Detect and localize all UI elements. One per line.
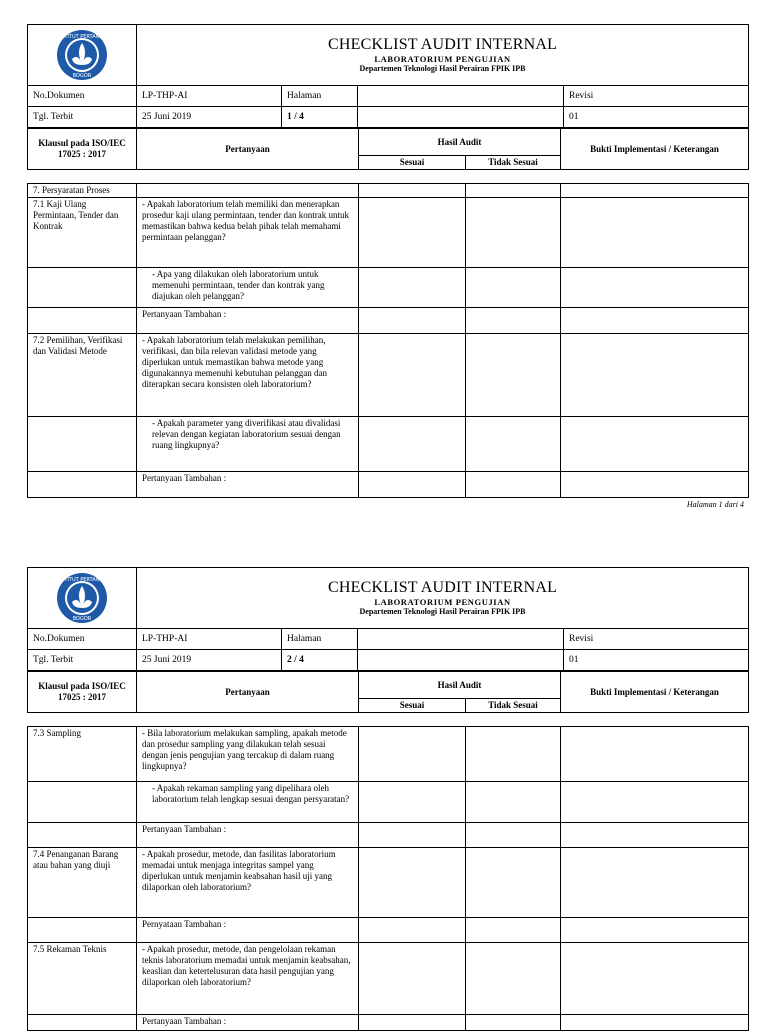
klausul-cell: 7.4 Penanganan Barang atau bahan yang diuji bbox=[28, 848, 137, 918]
sesuai-cell[interactable] bbox=[359, 782, 466, 823]
pertanyaan-cell: - Apakah rekaman sampling yang dipelihara oleh laboratorium telah lengkap sesuai dengan persyaratan? bbox=[137, 782, 359, 823]
table-row bbox=[28, 1015, 749, 1031]
bukti-cell[interactable] bbox=[561, 782, 749, 823]
tidak-sesuai-cell[interactable] bbox=[466, 1015, 561, 1031]
bukti-cell[interactable] bbox=[561, 417, 749, 472]
klausul-header: Klausul pada ISO/IEC 17025 : 2017 bbox=[28, 672, 137, 713]
tidak-sesuai-header: Tidak Sesuai bbox=[466, 699, 561, 713]
table-row bbox=[28, 334, 749, 417]
tidak-sesuai-cell[interactable] bbox=[466, 198, 561, 268]
revisi-label: Revisi bbox=[564, 86, 749, 107]
revisi-value: 01 bbox=[564, 650, 749, 671]
sesuai-cell[interactable] bbox=[359, 308, 466, 334]
sesuai-cell[interactable] bbox=[359, 184, 466, 198]
page-number: 1 / 4 bbox=[282, 107, 358, 128]
hasil-audit-header: Hasil Audit bbox=[359, 672, 561, 699]
tgl-terbit-label: Tgl. Terbit bbox=[28, 107, 137, 128]
tgl-terbit-value: 25 Juni 2019 bbox=[137, 107, 282, 128]
bukti-cell[interactable] bbox=[561, 943, 749, 1015]
no-dokumen-value: LP-THP-AI bbox=[137, 629, 282, 650]
sesuai-cell[interactable] bbox=[359, 1015, 466, 1031]
pertanyaan-cell: - Apa yang dilakukan oleh laboratorium untuk memenuhi permintaan, tender dan kontrak yang diajukan oleh pelanggan? bbox=[137, 268, 359, 308]
no-dokumen-label: No.Dokumen bbox=[28, 629, 137, 650]
klausul-cell bbox=[28, 918, 137, 943]
pertanyaan-tambahan-cell[interactable]: Pertanyaan Tambahan : bbox=[137, 1015, 359, 1031]
sesuai-header: Sesuai bbox=[359, 699, 466, 713]
ipb-logo-icon bbox=[28, 572, 136, 624]
halaman-label: Halaman bbox=[282, 629, 358, 650]
document-header-2 bbox=[27, 567, 749, 671]
tidak-sesuai-cell[interactable] bbox=[466, 308, 561, 334]
logo-cell bbox=[28, 568, 137, 629]
page-footer: Halaman 1 dari 4 bbox=[686, 500, 744, 509]
klausul-cell: 7.1 Kaji Ulang Permintaan, Tender dan Kontrak bbox=[28, 198, 137, 268]
department-name: Departemen Teknologi Hasil Perairan FPIK IPB bbox=[359, 607, 526, 616]
empty-cell bbox=[358, 107, 564, 128]
tidak-sesuai-cell[interactable] bbox=[466, 472, 561, 498]
klausul-cell bbox=[28, 308, 137, 334]
pertanyaan-tambahan-cell[interactable]: Pertanyaan Tambahan : bbox=[137, 472, 359, 498]
klausul-cell bbox=[28, 1015, 137, 1031]
page-number: 2 / 4 bbox=[282, 650, 358, 671]
klausul-cell bbox=[28, 417, 137, 472]
klausul-cell: 7.5 Rekaman Teknis bbox=[28, 943, 137, 1015]
empty-cell bbox=[358, 629, 564, 650]
bukti-cell[interactable] bbox=[561, 823, 749, 848]
sesuai-cell[interactable] bbox=[359, 727, 466, 782]
tidak-sesuai-cell[interactable] bbox=[466, 268, 561, 308]
tidak-sesuai-cell[interactable] bbox=[466, 848, 561, 918]
checklist-table-2 bbox=[27, 726, 749, 1031]
no-dokumen-value: LP-THP-AI bbox=[137, 86, 282, 107]
lab-name: LABORATORIUM PENGUJIAN bbox=[374, 597, 511, 607]
table-row bbox=[28, 198, 749, 268]
table-row bbox=[28, 848, 749, 918]
section-row bbox=[28, 184, 749, 198]
halaman-label: Halaman bbox=[282, 86, 358, 107]
bukti-cell[interactable] bbox=[561, 308, 749, 334]
table-row bbox=[28, 943, 749, 1015]
pertanyaan-tambahan-cell[interactable]: Pertanyaan Tambahan : bbox=[137, 823, 359, 848]
klausul-cell bbox=[28, 268, 137, 308]
bukti-cell[interactable] bbox=[561, 918, 749, 943]
bukti-cell[interactable] bbox=[561, 198, 749, 268]
department-name: Departemen Teknologi Hasil Perairan FPIK IPB bbox=[359, 64, 526, 73]
sesuai-cell[interactable] bbox=[359, 472, 466, 498]
bukti-cell[interactable] bbox=[561, 472, 749, 498]
hasil-audit-header: Hasil Audit bbox=[359, 129, 561, 156]
bukti-cell[interactable] bbox=[561, 848, 749, 918]
bukti-cell[interactable] bbox=[561, 727, 749, 782]
empty-cell bbox=[358, 86, 564, 107]
pertanyaan-tambahan-cell[interactable]: Pertanyaan Tambahan : bbox=[137, 308, 359, 334]
klausul-cell bbox=[28, 782, 137, 823]
table-row bbox=[28, 727, 749, 782]
checklist-table-1 bbox=[27, 183, 749, 498]
klausul-cell: 7.3 Sampling bbox=[28, 727, 137, 782]
table-row bbox=[28, 472, 749, 498]
pertanyaan-cell: - Apakah prosedur, metode, dan pengelolaan rekaman teknis laboratorium memadai untuk menjamin keabsahan, keaslian dan ketertelusuran data hasil pengujian yang dilaporkan oleh laboratorium? bbox=[137, 943, 359, 1015]
tidak-sesuai-cell[interactable] bbox=[466, 334, 561, 417]
table-row bbox=[28, 918, 749, 943]
pertanyaan-cell: - Apakah prosedur, metode, dan fasilitas laboratorium memadai untuk menjaga integritas sampel yang diperlukan untuk menjamin keabsahan hasil uji yang dilaporkan oleh laboratorium? bbox=[137, 848, 359, 918]
document-header-1 bbox=[27, 24, 749, 128]
svg-text:BOGOR: BOGOR bbox=[72, 73, 92, 79]
sesuai-cell[interactable] bbox=[359, 198, 466, 268]
klausul-cell bbox=[28, 823, 137, 848]
no-dokumen-label: No.Dokumen bbox=[28, 86, 137, 107]
revisi-value: 01 bbox=[564, 107, 749, 128]
table-row bbox=[28, 782, 749, 823]
tidak-sesuai-cell[interactable] bbox=[466, 782, 561, 823]
klausul-header: Klausul pada ISO/IEC 17025 : 2017 bbox=[28, 129, 137, 170]
bukti-cell[interactable] bbox=[561, 184, 749, 198]
lab-name: LABORATORIUM PENGUJIAN bbox=[374, 54, 511, 64]
title-cell bbox=[137, 568, 749, 629]
section-label: 7. Persyaratan Proses bbox=[28, 184, 137, 198]
pertanyaan-tambahan-cell[interactable]: Pernyataan Tambahan : bbox=[137, 918, 359, 943]
svg-text:INSTITUT PERTANIAN: INSTITUT PERTANIAN bbox=[56, 577, 108, 583]
bukti-cell[interactable] bbox=[561, 268, 749, 308]
sesuai-cell[interactable] bbox=[359, 823, 466, 848]
tidak-sesuai-cell[interactable] bbox=[466, 943, 561, 1015]
tidak-sesuai-cell[interactable] bbox=[466, 184, 561, 198]
table-row bbox=[28, 268, 749, 308]
tidak-sesuai-cell[interactable] bbox=[466, 918, 561, 943]
pertanyaan-cell: - Apakah laboratorium telah memiliki dan menerapkan prosedur kaji ulang permintaan, tender dan kontrak untuk memastikan bahwa kedua belah pihak telah memahami permintaan pelanggan? bbox=[137, 198, 359, 268]
table-row bbox=[28, 417, 749, 472]
pertanyaan-cell: - Apakah laboratorium telah melakukan pemilihan, verifikasi, dan bila relevan validasi metode yang diperlukan untuk memastikan bahwa metode yang digunakannya memenuhi kebutuhan pelanggan dan diterapkan secara konsisten oleh laboratorium? bbox=[137, 334, 359, 417]
svg-text:INSTITUT PERTANIAN: INSTITUT PERTANIAN bbox=[56, 34, 108, 40]
table-row bbox=[28, 308, 749, 334]
sesuai-cell[interactable] bbox=[359, 334, 466, 417]
bukti-header: Bukti Implementasi / Keterangan bbox=[561, 672, 749, 713]
sesuai-cell[interactable] bbox=[359, 918, 466, 943]
tgl-terbit-label: Tgl. Terbit bbox=[28, 650, 137, 671]
klausul-cell bbox=[28, 472, 137, 498]
tidak-sesuai-cell[interactable] bbox=[466, 823, 561, 848]
pertanyaan-header: Pertanyaan bbox=[137, 672, 359, 713]
table-row bbox=[28, 823, 749, 848]
klausul-cell: 7.2 Pemilihan, Verifikasi dan Validasi Metode bbox=[28, 334, 137, 417]
column-header-2 bbox=[27, 671, 749, 713]
svg-text:BOGOR: BOGOR bbox=[72, 616, 92, 622]
logo-cell bbox=[28, 25, 137, 86]
document-title: CHECKLIST AUDIT INTERNAL bbox=[327, 36, 558, 53]
pertanyaan-header: Pertanyaan bbox=[137, 129, 359, 170]
document-title: CHECKLIST AUDIT INTERNAL bbox=[327, 579, 558, 596]
sesuai-cell[interactable] bbox=[359, 268, 466, 308]
ipb-logo-icon bbox=[28, 29, 136, 81]
bukti-cell[interactable] bbox=[561, 1015, 749, 1031]
pertanyaan-cell: - Bila laboratorium melakukan sampling, apakah metode dan prosedur sampling yang dilakukan telah sesuai dengan jenis pengujian yang tercakup di dalam ruang lingkupnya? bbox=[137, 727, 359, 782]
tgl-terbit-value: 25 Juni 2019 bbox=[137, 650, 282, 671]
sesuai-cell[interactable] bbox=[359, 848, 466, 918]
pertanyaan-cell: - Apakah parameter yang diverifikasi atau divalidasi relevan dengan kegiatan laboratorium sesuai dengan ruang lingkupnya? bbox=[137, 417, 359, 472]
bukti-header: Bukti Implementasi / Keterangan bbox=[561, 129, 749, 170]
tidak-sesuai-cell[interactable] bbox=[466, 727, 561, 782]
title-cell bbox=[137, 25, 749, 86]
tidak-sesuai-header: Tidak Sesuai bbox=[466, 156, 561, 170]
empty-cell bbox=[358, 650, 564, 671]
sesuai-header: Sesuai bbox=[359, 156, 466, 170]
bukti-cell[interactable] bbox=[561, 334, 749, 417]
column-header-1 bbox=[27, 128, 749, 170]
revisi-label: Revisi bbox=[564, 629, 749, 650]
sesuai-cell[interactable] bbox=[359, 417, 466, 472]
sesuai-cell[interactable] bbox=[359, 943, 466, 1015]
tidak-sesuai-cell[interactable] bbox=[466, 417, 561, 472]
